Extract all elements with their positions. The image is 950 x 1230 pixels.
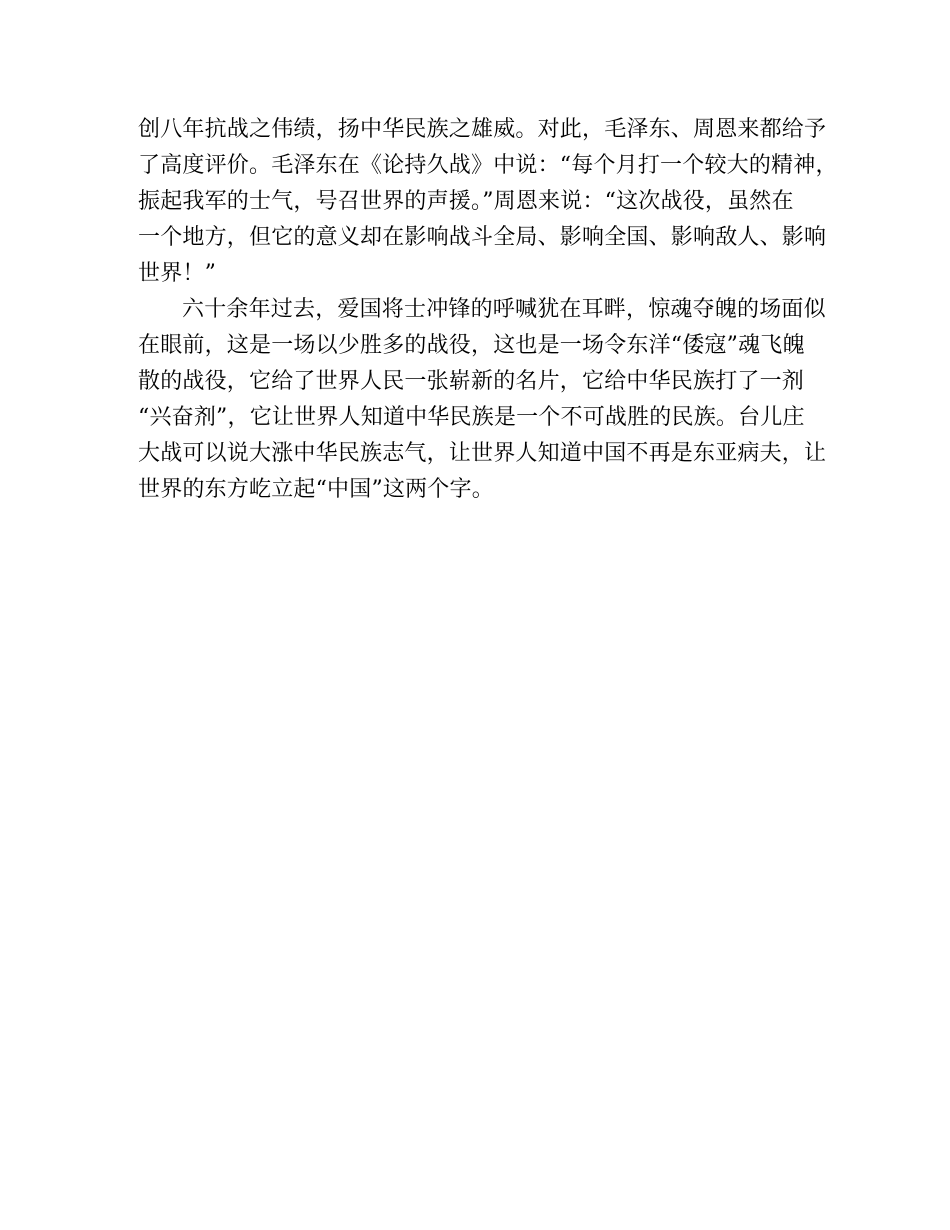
text-line: 世界！” [138,261,217,286]
text-line: 六十余年过去，爱国将士冲锋的呼喊犹在耳畔，惊魂夺魄的场面似 [182,297,826,322]
text-line: 散的战役，它给了世界人民一张崭新的名片，它给中华民族打了一剂 [138,369,805,394]
text-line: 在眼前，这是一场以少胜多的战役，这也是一场令东洋“倭寇”魂飞魄 [138,333,805,358]
text-line: 一个地方，但它的意义却在影响战斗全局、影响全国、影响敌人、影响 [138,225,827,250]
text-line: “兴奋剂”，它让世界人知道中华民族是一个不可战胜的民族。台儿庄 [138,405,805,430]
paragraph-1 [138,112,838,292]
text-line: 世界的东方屹立起“中国”这两个字。 [138,477,494,502]
text-line: 创八年抗战之伟绩，扬中华民族之雄威。对此，毛泽东、周恩来都给予 [138,117,827,142]
text-line: 了高度评价。毛泽东在《论持久战》中说：“每个月打一个较大的精神， [138,153,838,178]
paragraph-2 [138,292,827,508]
document-body [138,112,838,508]
text-line: 大战可以说大涨中华民族志气，让世界人知道中国不再是东亚病夫，让 [138,441,827,466]
text-line: 振起我军的士气，号召世界的声援。”周恩来说：“这次战役，虽然在 [138,189,794,214]
